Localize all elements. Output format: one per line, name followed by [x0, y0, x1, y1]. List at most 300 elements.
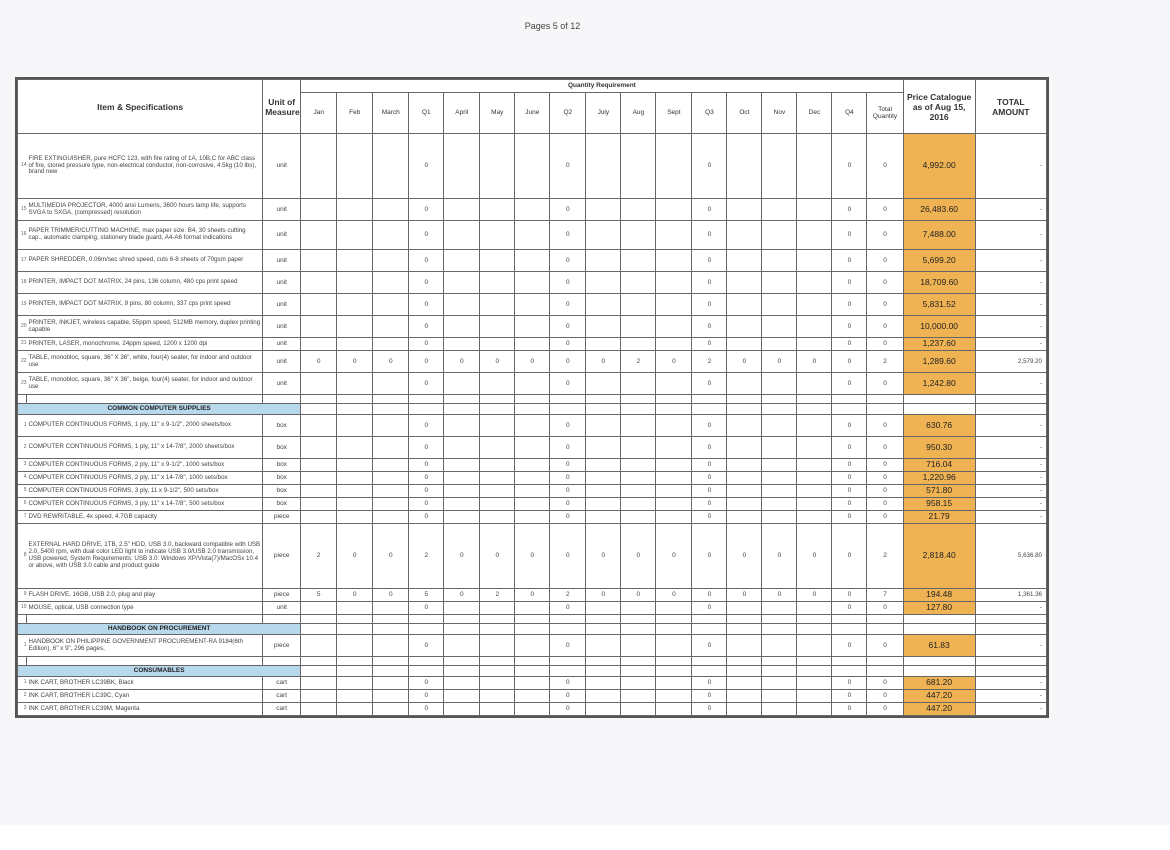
empty-cell [903, 624, 975, 635]
page-number-label: Pages 5 of 12 [524, 21, 581, 31]
quantity-cell-may: 0 [480, 524, 515, 589]
empty-cell [586, 657, 621, 666]
quantity-cell-jan [301, 635, 337, 657]
quantity-cell-q4: 0 [832, 199, 867, 221]
column-header-dec: Dec [797, 93, 832, 134]
quantity-cell-q4: 0 [832, 373, 867, 395]
quantity-requirement-header: Quantity Requirement [301, 80, 903, 93]
quantity-cell-q1: 0 [409, 250, 444, 272]
empty-cell [337, 666, 373, 677]
section-title: CONSUMABLES [18, 666, 301, 677]
quantity-cell-total-quantity: 0 [867, 703, 903, 716]
quantity-cell-q1: 0 [409, 635, 444, 657]
quantity-cell-june [515, 338, 550, 351]
quantity-cell-jan [301, 221, 337, 250]
quantity-cell-q2: 0 [550, 351, 586, 373]
quantity-cell-q2: 0 [550, 134, 586, 199]
empty-cell [515, 395, 550, 404]
empty-cell [656, 404, 692, 415]
quantity-cell-march [373, 472, 409, 485]
quantity-cell-aug [621, 459, 656, 472]
quantity-cell-aug [621, 272, 656, 294]
quantity-cell-q3: 0 [692, 316, 727, 338]
unit-of-measure: unit [263, 351, 301, 373]
total-amount-value: - [975, 250, 1046, 272]
empty-cell [692, 404, 727, 415]
quantity-cell-april [444, 250, 480, 272]
quantity-cell-june [515, 134, 550, 199]
row-index: 16 [18, 221, 27, 250]
quantity-cell-dec [797, 316, 832, 338]
unit-of-measure: unit [263, 316, 301, 338]
quantity-cell-july [586, 415, 621, 437]
quantity-cell-dec [797, 221, 832, 250]
quantity-cell-total-quantity: 0 [867, 134, 903, 199]
quantity-cell-march [373, 415, 409, 437]
quantity-cell-june [515, 294, 550, 316]
price-catalogue-value: 630.76 [903, 415, 975, 437]
empty-cell [550, 624, 586, 635]
quantity-cell-july: 0 [586, 524, 621, 589]
quantity-cell-march: 0 [373, 351, 409, 373]
row-index: 3 [18, 459, 27, 472]
quantity-cell-oct [727, 316, 762, 338]
quantity-cell-oct [727, 635, 762, 657]
quantity-cell-q2: 0 [550, 316, 586, 338]
column-header-q3: Q3 [692, 93, 727, 134]
quantity-cell-q1: 0 [409, 351, 444, 373]
quantity-cell-dec [797, 250, 832, 272]
table-row [18, 602, 1047, 615]
quantity-cell-jan [301, 294, 337, 316]
item-spec: MULTIMEDIA PROJECTOR, 4000 ansi Lumens, 3600 hours lamp life, supports SVGA to SXGA, (compressed) resolution [27, 199, 263, 221]
quantity-cell-oct [727, 272, 762, 294]
quantity-cell-july [586, 294, 621, 316]
quantity-cell-q4: 0 [832, 415, 867, 437]
quantity-cell-total-quantity: 0 [867, 511, 903, 524]
empty-cell [975, 395, 1046, 404]
quantity-cell-q2: 0 [550, 437, 586, 459]
table-row [18, 485, 1047, 498]
quantity-cell-q1: 0 [409, 498, 444, 511]
empty-cell [27, 657, 263, 666]
price-catalogue-value: 447.20 [903, 703, 975, 716]
item-spec: COMPUTER CONTINUOUS FORMS, 3 ply, 11" x 14-7/8", 500 sets/box [27, 498, 263, 511]
quantity-cell-feb [337, 250, 373, 272]
item-spec: INK CART, BROTHER LC39M, Magenta [27, 703, 263, 716]
row-index: 21 [18, 338, 27, 351]
quantity-cell-july [586, 498, 621, 511]
quantity-cell-q4: 0 [832, 250, 867, 272]
empty-cell [515, 615, 550, 624]
item-specs-header: Item & Specifications [18, 80, 263, 134]
quantity-cell-total-quantity: 0 [867, 316, 903, 338]
price-catalogue-value: 1,220.96 [903, 472, 975, 485]
quantity-cell-july [586, 602, 621, 615]
quantity-cell-feb [337, 134, 373, 199]
row-index: 4 [18, 472, 27, 485]
column-header-jan: Jan [301, 93, 337, 134]
quantity-cell-q4: 0 [832, 524, 867, 589]
price-catalogue-value: 447.20 [903, 690, 975, 703]
empty-cell [903, 666, 975, 677]
quantity-cell-may [480, 373, 515, 395]
quantity-cell-oct [727, 134, 762, 199]
quantity-cell-april: 0 [444, 589, 480, 602]
quantity-cell-nov [762, 415, 797, 437]
table-row [18, 294, 1047, 316]
table-row [18, 524, 1047, 589]
quantity-cell-q3: 0 [692, 589, 727, 602]
spacer-row [18, 615, 1047, 624]
quantity-cell-may [480, 221, 515, 250]
quantity-cell-jan [301, 415, 337, 437]
column-header-q1: Q1 [409, 93, 444, 134]
empty-cell [903, 404, 975, 415]
quantity-cell-march [373, 294, 409, 316]
quantity-cell-feb: 0 [337, 351, 373, 373]
spacer-row [18, 395, 1047, 404]
unit-of-measure: box [263, 415, 301, 437]
quantity-cell-march [373, 485, 409, 498]
quantity-cell-oct [727, 294, 762, 316]
quantity-cell-nov [762, 635, 797, 657]
quantity-cell-nov: 0 [762, 524, 797, 589]
price-catalogue-value: 571.80 [903, 485, 975, 498]
quantity-cell-april [444, 459, 480, 472]
quantity-cell-feb [337, 472, 373, 485]
row-index: 22 [18, 351, 27, 373]
quantity-cell-feb [337, 602, 373, 615]
price-catalogue-header: Price Catalogue as of Aug 15, 2016 [903, 80, 975, 134]
empty-cell [480, 395, 515, 404]
total-amount-value: - [975, 134, 1046, 199]
quantity-cell-nov [762, 437, 797, 459]
quantity-cell-july [586, 690, 621, 703]
quantity-cell-dec [797, 373, 832, 395]
table-row [18, 338, 1047, 351]
quantity-cell-april: 0 [444, 351, 480, 373]
quantity-cell-q3: 0 [692, 338, 727, 351]
quantity-cell-total-quantity: 2 [867, 351, 903, 373]
quantity-cell-april [444, 221, 480, 250]
item-spec: FIRE EXTINGUISHER, pure HCFC 123, with fire rating of 1A, 10B,C for ABC class of fire, stored pressure type, non-electrical conductor, non-corrosive, 4.5kg (10 lbs), brand new [27, 134, 263, 199]
item-spec: PRINTER, INKJET, wireless capable, 55ppm speed, 512MB memory, duplex printing capable [27, 316, 263, 338]
unit-of-measure: piece [263, 511, 301, 524]
quantity-cell-aug [621, 677, 656, 690]
quantity-cell-feb [337, 373, 373, 395]
price-catalogue-value: 1,242.80 [903, 373, 975, 395]
section-header-row [18, 624, 1047, 635]
quantity-cell-jan [301, 134, 337, 199]
empty-cell [27, 395, 263, 404]
column-header-feb: Feb [337, 93, 373, 134]
quantity-cell-oct: 0 [727, 524, 762, 589]
quantity-cell-q2: 0 [550, 250, 586, 272]
quantity-cell-nov [762, 199, 797, 221]
unit-of-measure: unit [263, 221, 301, 250]
quantity-cell-feb [337, 437, 373, 459]
quantity-cell-june [515, 373, 550, 395]
quantity-cell-q2: 0 [550, 677, 586, 690]
unit-of-measure: box [263, 437, 301, 459]
empty-cell [762, 657, 797, 666]
table-row [18, 589, 1047, 602]
quantity-cell-may [480, 415, 515, 437]
quantity-cell-feb [337, 703, 373, 716]
quantity-cell-feb: 0 [337, 524, 373, 589]
quantity-cell-jan [301, 199, 337, 221]
total-amount-value: - [975, 498, 1046, 511]
quantity-cell-march [373, 511, 409, 524]
empty-cell [656, 395, 692, 404]
unit-of-measure: box [263, 498, 301, 511]
quantity-cell-total-quantity: 0 [867, 472, 903, 485]
total-amount-value: - [975, 703, 1046, 716]
price-catalogue-value: 958.15 [903, 498, 975, 511]
quantity-cell-q2: 0 [550, 199, 586, 221]
quantity-cell-april [444, 703, 480, 716]
empty-cell [832, 404, 867, 415]
quantity-cell-total-quantity: 0 [867, 635, 903, 657]
empty-cell [515, 624, 550, 635]
row-index: 1 [18, 635, 27, 657]
quantity-cell-may [480, 134, 515, 199]
unit-of-measure: cart [263, 677, 301, 690]
quantity-cell-q4: 0 [832, 511, 867, 524]
quantity-cell-q3: 0 [692, 134, 727, 199]
quantity-cell-q1: 0 [409, 272, 444, 294]
empty-cell [727, 624, 762, 635]
quantity-cell-feb [337, 221, 373, 250]
quantity-cell-q4: 0 [832, 459, 867, 472]
quantity-cell-april [444, 373, 480, 395]
empty-cell [337, 395, 373, 404]
quantity-cell-jan [301, 272, 337, 294]
quantity-cell-oct [727, 485, 762, 498]
quantity-cell-total-quantity: 7 [867, 589, 903, 602]
unit-of-measure: box [263, 472, 301, 485]
unit-of-measure: piece [263, 635, 301, 657]
table-row [18, 690, 1047, 703]
quantity-cell-q2: 0 [550, 703, 586, 716]
total-amount-value: - [975, 472, 1046, 485]
quantity-cell-march [373, 373, 409, 395]
empty-cell [762, 404, 797, 415]
section-header-row [18, 666, 1047, 677]
row-index: 8 [18, 524, 27, 589]
empty-cell [621, 657, 656, 666]
quantity-cell-q1: 0 [409, 677, 444, 690]
empty-cell [27, 615, 263, 624]
quantity-cell-june [515, 635, 550, 657]
quantity-cell-total-quantity: 0 [867, 294, 903, 316]
quantity-cell-april [444, 677, 480, 690]
quantity-cell-q4: 0 [832, 485, 867, 498]
quantity-cell-july [586, 511, 621, 524]
quantity-cell-aug [621, 602, 656, 615]
quantity-cell-march [373, 250, 409, 272]
quantity-cell-total-quantity: 0 [867, 690, 903, 703]
table-row [18, 250, 1047, 272]
quantity-cell-july: 0 [586, 589, 621, 602]
empty-cell [867, 666, 903, 677]
item-spec: COMPUTER CONTINUOUS FORMS, 2 ply, 11" x 14-7/8", 1000 sets/box [27, 472, 263, 485]
empty-cell [444, 666, 480, 677]
quantity-cell-aug [621, 498, 656, 511]
section-title: HANDBOOK ON PROCUREMENT [18, 624, 301, 635]
empty-cell [409, 657, 444, 666]
table-row [18, 221, 1047, 250]
unit-of-measure: box [263, 459, 301, 472]
quantity-cell-q1: 0 [409, 437, 444, 459]
quantity-cell-aug [621, 338, 656, 351]
quantity-cell-april [444, 199, 480, 221]
empty-cell [480, 615, 515, 624]
quantity-cell-aug [621, 250, 656, 272]
quantity-cell-sept [656, 459, 692, 472]
quantity-cell-total-quantity: 0 [867, 373, 903, 395]
quantity-cell-total-quantity: 0 [867, 602, 903, 615]
empty-cell [301, 624, 337, 635]
price-catalogue-value: 194.48 [903, 589, 975, 602]
quantity-cell-q1: 0 [409, 316, 444, 338]
quantity-cell-sept [656, 373, 692, 395]
quantity-cell-feb [337, 498, 373, 511]
section-header-row [18, 404, 1047, 415]
quantity-cell-july [586, 134, 621, 199]
quantity-cell-may [480, 485, 515, 498]
quantity-cell-sept [656, 703, 692, 716]
quantity-cell-oct [727, 511, 762, 524]
column-header-july: July [586, 93, 621, 134]
total-amount-value: - [975, 511, 1046, 524]
quantity-cell-oct [727, 338, 762, 351]
quantity-cell-dec: 0 [797, 351, 832, 373]
row-index: 6 [18, 498, 27, 511]
quantity-cell-april [444, 485, 480, 498]
total-amount-value: - [975, 272, 1046, 294]
empty-cell [797, 666, 832, 677]
quantity-cell-oct [727, 472, 762, 485]
quantity-cell-q1: 0 [409, 199, 444, 221]
total-amount-value: - [975, 485, 1046, 498]
empty-cell [263, 615, 301, 624]
empty-cell [550, 666, 586, 677]
quantity-cell-feb [337, 415, 373, 437]
row-index: 20 [18, 316, 27, 338]
quantity-cell-jan [301, 250, 337, 272]
empty-cell [409, 404, 444, 415]
empty-cell [373, 657, 409, 666]
price-catalogue-value: 4,992.00 [903, 134, 975, 199]
row-index: 9 [18, 589, 27, 602]
empty-cell [975, 624, 1046, 635]
empty-cell [18, 657, 27, 666]
empty-cell [444, 615, 480, 624]
quantity-cell-july [586, 272, 621, 294]
quantity-cell-april [444, 294, 480, 316]
quantity-cell-q3: 0 [692, 294, 727, 316]
quantity-cell-q3: 0 [692, 272, 727, 294]
empty-cell [867, 657, 903, 666]
unit-of-measure: cart [263, 690, 301, 703]
unit-of-measure: unit [263, 338, 301, 351]
quantity-cell-july [586, 373, 621, 395]
quantity-cell-q3: 0 [692, 437, 727, 459]
unit-of-measure: unit [263, 250, 301, 272]
empty-cell [762, 624, 797, 635]
quantity-cell-feb [337, 272, 373, 294]
quantity-cell-q1: 0 [409, 690, 444, 703]
empty-cell [797, 404, 832, 415]
empty-cell [337, 657, 373, 666]
table-row [18, 459, 1047, 472]
quantity-cell-dec: 0 [797, 589, 832, 602]
quantity-cell-q4: 0 [832, 677, 867, 690]
quantity-cell-nov [762, 602, 797, 615]
quantity-cell-q1: 0 [409, 373, 444, 395]
row-index: 1 [18, 415, 27, 437]
procurement-table [17, 79, 1047, 716]
empty-cell [797, 624, 832, 635]
empty-cell [409, 615, 444, 624]
quantity-cell-july [586, 677, 621, 690]
quantity-cell-april [444, 690, 480, 703]
quantity-cell-q2: 0 [550, 415, 586, 437]
empty-cell [621, 666, 656, 677]
price-catalogue-value: 716.04 [903, 459, 975, 472]
quantity-cell-july [586, 459, 621, 472]
quantity-cell-q4: 0 [832, 498, 867, 511]
total-amount-value: - [975, 690, 1046, 703]
item-spec: EXTERNAL HARD DRIVE, 1TB, 2.5" HDD, USB 3.0, backward compatible with USB 2.0, 5400 rpm, with dual color LED light to indicate USB 3.0/USB 2.0 transmission, USB powered, System Requirements: USB 3.0: Windows XP/Vista(7)/MacOSx 10.4 or above, with USB 3.0 cable and product guide [27, 524, 263, 589]
quantity-cell-sept [656, 415, 692, 437]
quantity-cell-aug [621, 472, 656, 485]
quantity-cell-june: 0 [515, 351, 550, 373]
column-header-june: June [515, 93, 550, 134]
quantity-cell-jan [301, 316, 337, 338]
empty-cell [480, 624, 515, 635]
quantity-cell-q4: 0 [832, 635, 867, 657]
price-catalogue-value: 681.20 [903, 677, 975, 690]
quantity-cell-q3: 0 [692, 485, 727, 498]
row-index: 3 [18, 703, 27, 716]
quantity-cell-q3: 0 [692, 199, 727, 221]
total-amount-value: 2,579.20 [975, 351, 1046, 373]
quantity-cell-may [480, 472, 515, 485]
row-index: 15 [18, 199, 27, 221]
quantity-cell-q1: 0 [409, 459, 444, 472]
quantity-cell-june [515, 459, 550, 472]
empty-cell [692, 395, 727, 404]
table-row [18, 472, 1047, 485]
empty-cell [444, 404, 480, 415]
quantity-cell-q3: 0 [692, 677, 727, 690]
quantity-cell-march [373, 272, 409, 294]
quantity-cell-dec [797, 437, 832, 459]
quantity-cell-q1: 0 [409, 221, 444, 250]
quantity-cell-june: 0 [515, 589, 550, 602]
quantity-cell-sept [656, 602, 692, 615]
quantity-cell-q3: 0 [692, 415, 727, 437]
quantity-cell-q1: 0 [409, 602, 444, 615]
empty-cell [586, 404, 621, 415]
quantity-cell-march [373, 677, 409, 690]
quantity-cell-march [373, 199, 409, 221]
quantity-cell-q4: 0 [832, 690, 867, 703]
column-header-nov: Nov [762, 93, 797, 134]
